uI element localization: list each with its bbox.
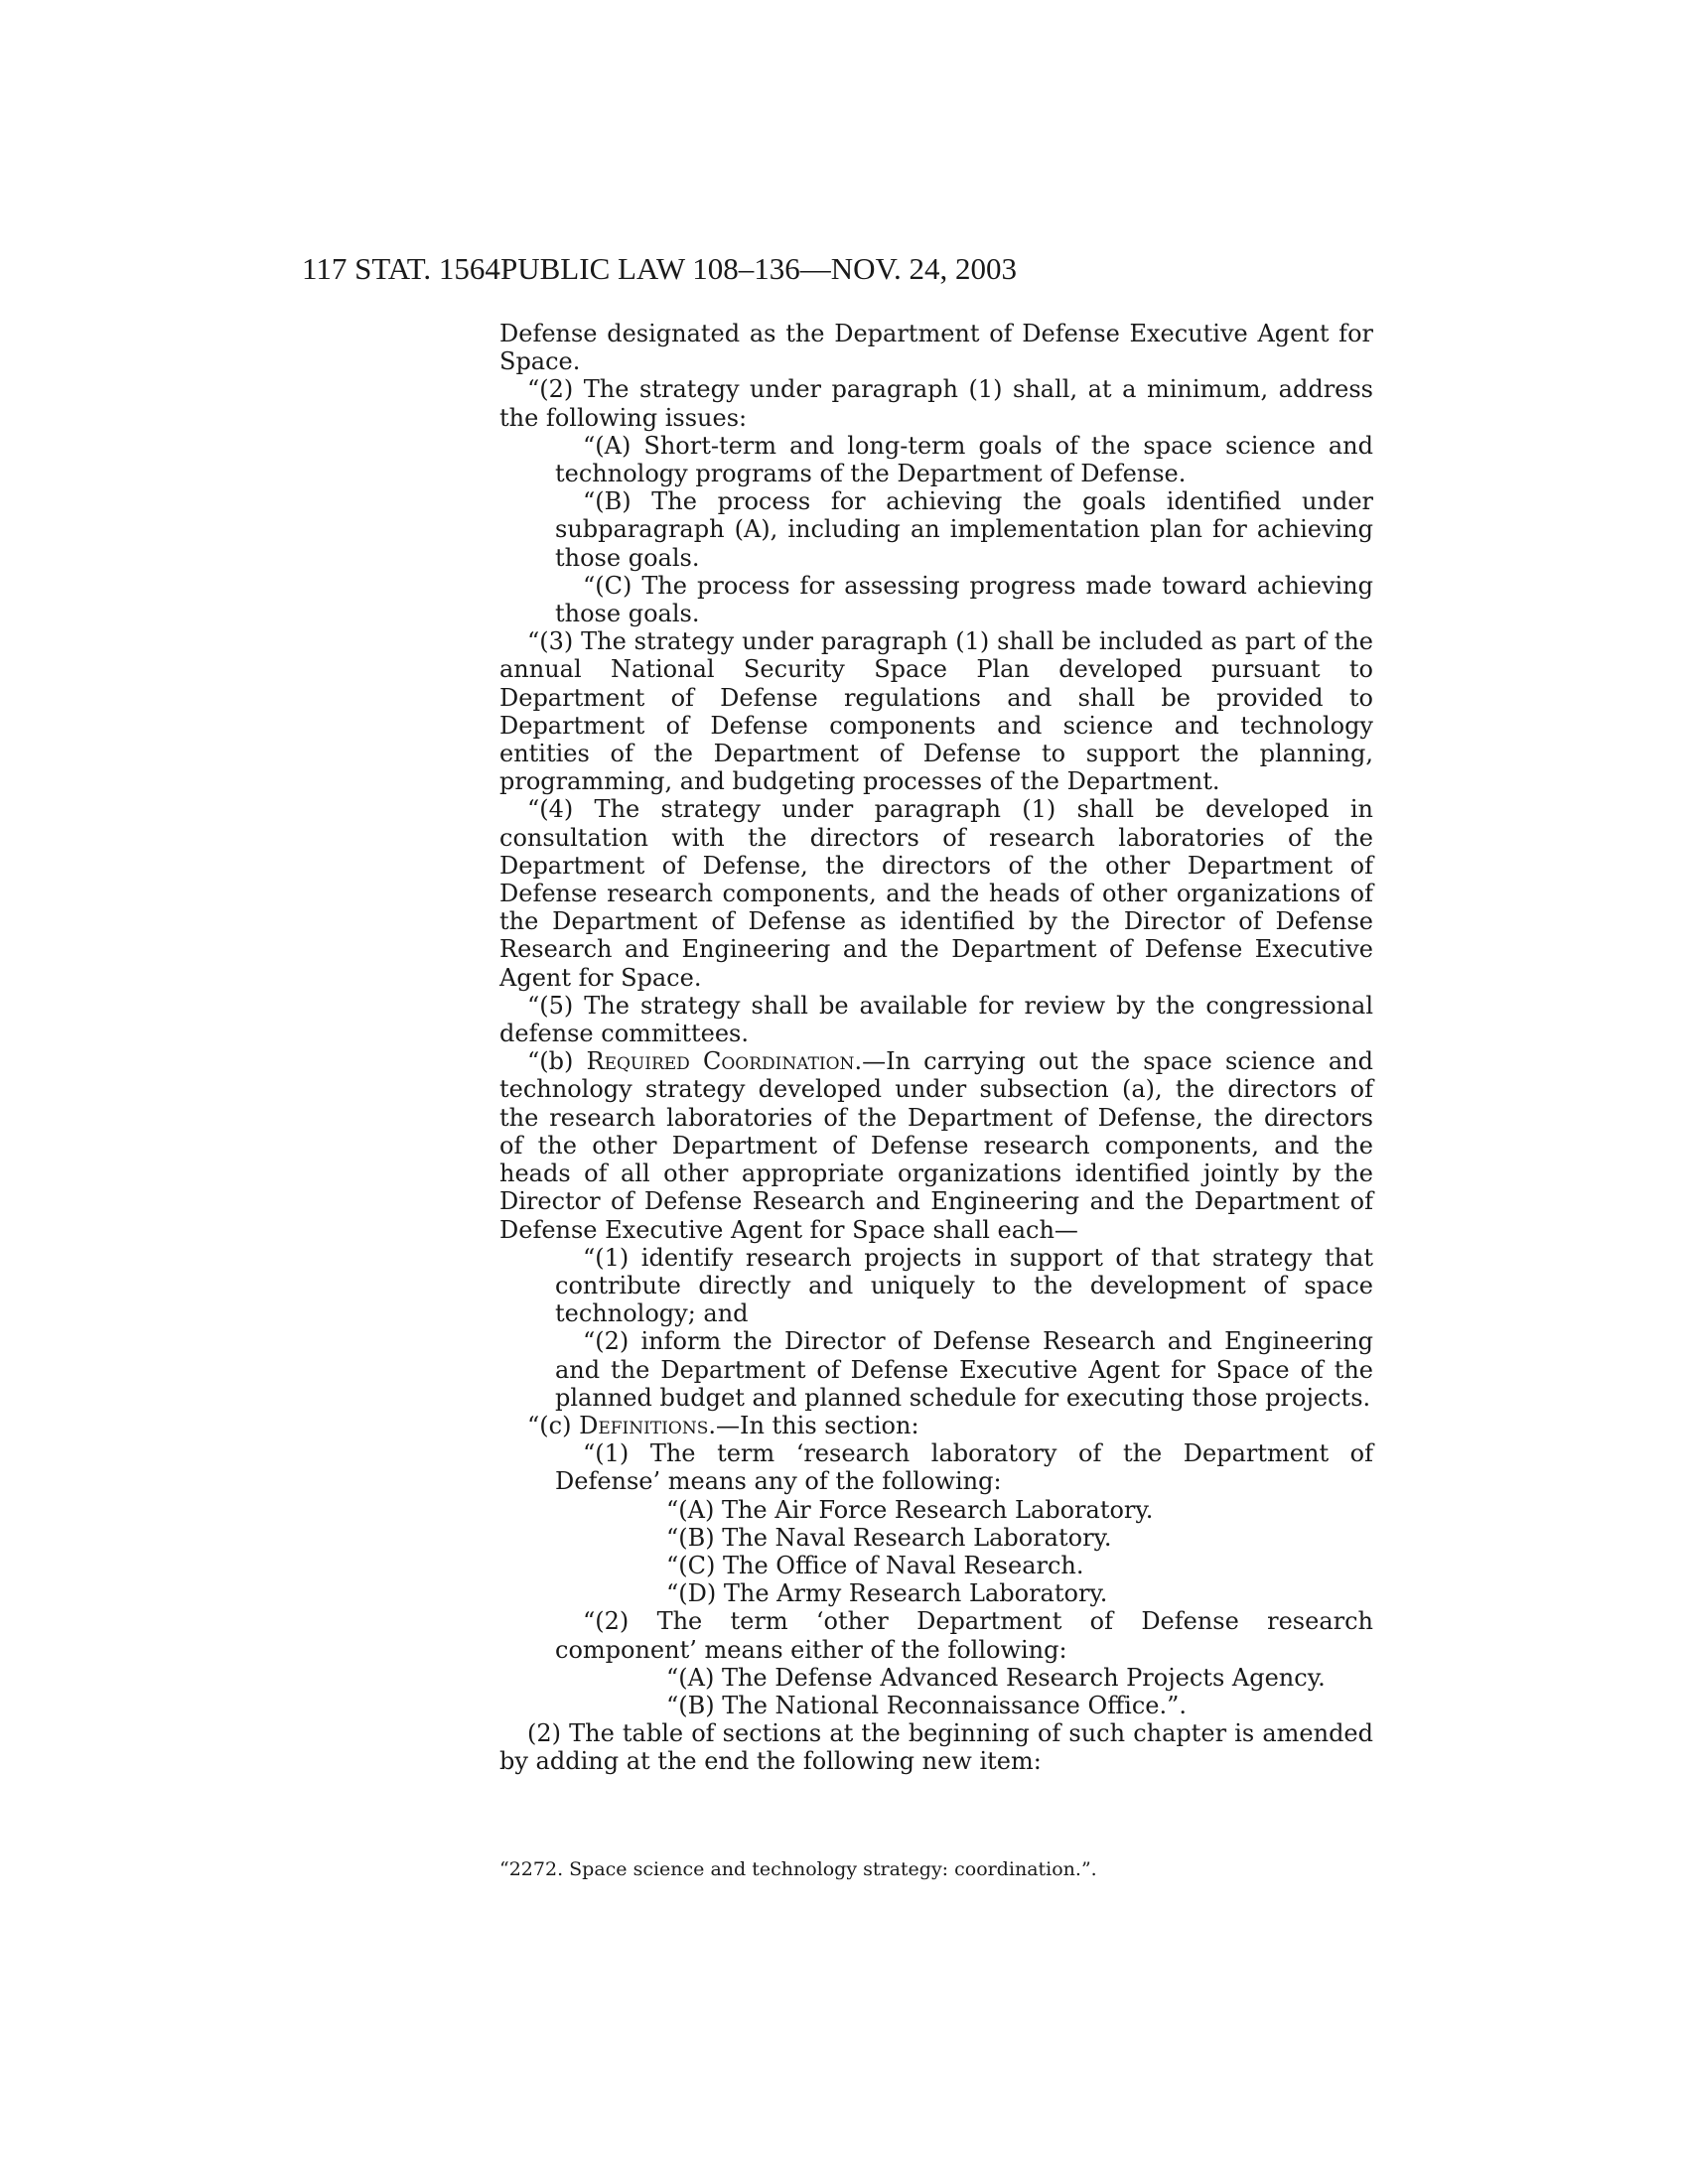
paragraph-b-prefix: “(b)	[527, 1047, 587, 1076]
statute-citation: 117 STAT. 1564	[302, 251, 500, 286]
table-of-sections-item: “2272. Space science and technology strategy: coordination.”.	[499, 1858, 1097, 1880]
body-text	[499, 320, 1373, 1776]
paragraph-b1: “(1) identify research projects in support of that strategy that contribute directly and uniquely to the development of space technology; and	[555, 1243, 1373, 1328]
paragraph-c1: “(1) The term ‘research laboratory of the Department of Defense’ means any of the following:	[555, 1439, 1373, 1496]
paragraph-c1-B: “(B) The Naval Research Laboratory.	[666, 1523, 1112, 1552]
paragraph-b-text: .—In carrying out the space science and technology strategy developed under subsection (a), the directors of the research laboratories of the Department of Defense, the directors of the other Department of Defense research components, and the heads of all other appropriate organizations identified jointly by the Director of Defense Research and Engineering and the Department of Defense Executive Agent for Space shall each—	[499, 1047, 1373, 1244]
paragraph-continuation: Defense designated as the Department of Defense Executive Agent for Space.	[499, 320, 1373, 376]
paragraph-c2: “(2) The term ‘other Department of Defense research component’ means either of the following:	[555, 1607, 1373, 1664]
paragraph-c-text: .—In this section:	[708, 1411, 919, 1439]
paragraph-a4: “(4) The strategy under paragraph (1) shall be developed in consultation with the directors of research laboratories of the Department of Defense, the directors of the other Department of Defense research components, and the heads of other organizations of the Department of Defense as identified by the Director of Defense Research and Engineering and the Department of Defense Executive Agent for Space.	[499, 795, 1373, 992]
paragraph-c1-C: “(C) The Office of Naval Research.	[666, 1551, 1084, 1579]
paragraph-c2-B: “(B) The National Reconnaissance Office.”.	[666, 1691, 1188, 1719]
heading-required-coordination: Required Coordination	[586, 1047, 855, 1076]
paragraph-b	[499, 1047, 1373, 1243]
paragraph-c1-D: “(D) The Army Research Laboratory.	[666, 1579, 1108, 1608]
paragraph-a5: “(5) The strategy shall be available for review by the congressional defense committees.	[499, 991, 1373, 1048]
page-header	[302, 251, 1374, 291]
paragraph-b2: “(2) inform the Director of Defense Research and Engineering and the Department of Defense Executive Agent for Space of the planned budget and planned schedule for executing those projects.	[555, 1327, 1373, 1412]
paragraph-a3: “(3) The strategy under paragraph (1) shall be included as part of the annual National Security Space Plan developed pursuant to Department of Defense regulations and shall be provided to Department of Defense components and science and technology entities of the Department of Defense to support the planning, programming, and budgeting processes of the Department.	[499, 627, 1373, 796]
paragraph-a2-A: “(A) Short-term and long-term goals of the space science and technology programs of the Department of Defense.	[555, 431, 1373, 488]
paragraph-table-amendment: (2) The table of sections at the beginning of such chapter is amended by adding at the end the following new item:	[499, 1719, 1373, 1776]
paragraph-c-prefix: “(c)	[527, 1411, 580, 1439]
paragraph-c	[499, 1412, 1373, 1439]
paragraph-c2-A: “(A) The Defense Advanced Research Projects Agency.	[666, 1663, 1326, 1692]
paragraph-a2: “(2) The strategy under paragraph (1) shall, at a minimum, address the following issues:	[499, 375, 1373, 432]
public-law-header: PUBLIC LAW 108–136—NOV. 24, 2003	[500, 251, 1017, 286]
paragraph-c1-A: “(A) The Air Force Research Laboratory.	[666, 1495, 1154, 1524]
paragraph-a2-B: “(B) The process for achieving the goals identified under subparagraph (A), including an implementation plan for achieving those goals.	[555, 487, 1373, 572]
heading-definitions: Definitions	[579, 1411, 709, 1439]
paragraph-a2-C: “(C) The process for assessing progress made toward achieving those goals.	[555, 571, 1373, 628]
